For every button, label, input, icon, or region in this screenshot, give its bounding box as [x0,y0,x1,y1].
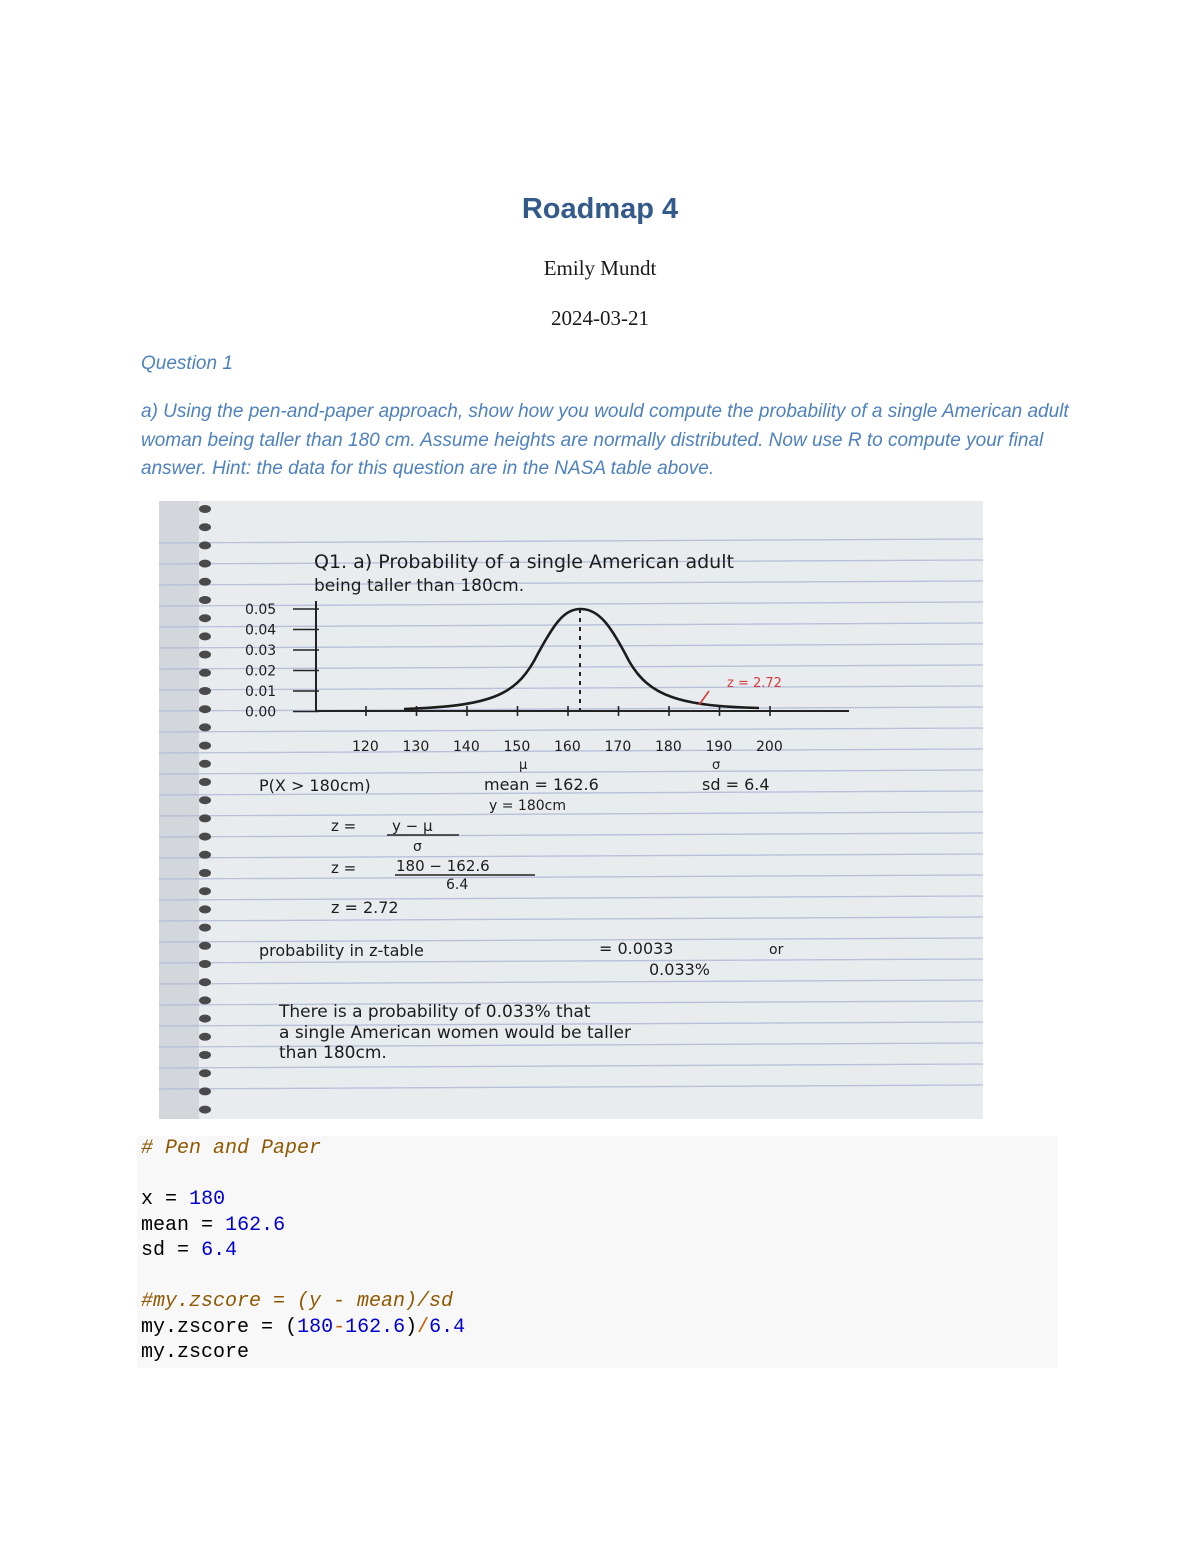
x-tick-label: 200 [756,739,783,755]
z-result: z = 2.72 [331,898,399,917]
x-tick-label: 150 [503,739,531,755]
spiral-ring [199,669,211,677]
mu-symbol: μ [519,758,528,773]
z-substitution-left: z = [331,859,357,877]
code-comment-zscore: #my.zscore = (y - mean)/sd [141,1290,454,1313]
probability-value: = 0.0033 [599,939,674,958]
spiral-ring [199,796,211,804]
x-tick-label: 140 [453,739,480,755]
mean-expression: mean = 162.6 [484,775,599,794]
code-line-zscore: my.zscore = (180-162.6)/6.4 [141,1315,466,1339]
notes-title-line-1: Q1. a) Probability of a single American adult [314,551,734,573]
conclusion-line-1: There is a probability of 0.033% that [279,1002,591,1022]
probability-label: probability in z-table [259,941,424,960]
spiral-ring [199,687,211,695]
spiral-ring [199,778,211,786]
x-tick-label: 180 [655,739,682,755]
conclusion-line-2: a single American women would be taller [279,1023,631,1043]
spiral-ring [199,1087,211,1095]
probability-or: or [769,942,784,958]
y-tick-label: 0.03 [245,643,277,659]
spiral-ring [199,833,211,841]
spiral-ring [199,942,211,950]
document-date: 2024-03-21 [551,306,649,330]
spiral-ring [199,596,211,604]
x-tick-label: 190 [705,739,733,755]
spiral-ring [199,905,211,913]
x-tick-label: 120 [352,739,379,755]
spiral-ring [199,1051,211,1059]
z-formula-left: z = [331,817,357,835]
spiral-ring [199,814,211,822]
y-tick-label: 0.05 [245,602,277,618]
px-expression: P(X > 180cm) [259,776,371,795]
notes-title-line-2: being taller than 180cm. [314,576,525,596]
spiral-ring [199,851,211,859]
spiral-ring [199,760,211,768]
z-substitution-denominator: 6.4 [446,877,469,893]
y-tick-label: 0.04 [245,622,277,639]
spiral-ring [199,1015,211,1023]
question-heading: Question 1 [141,353,233,374]
author: Emily Mundt [543,256,657,280]
conclusion-line-3: than 180cm. [279,1043,387,1063]
spiral-ring [199,742,211,750]
spiral-ring [199,723,211,731]
spiral-ring [199,978,211,986]
spiral-ring [199,632,211,640]
y-tick-label: 0.00 [245,704,277,721]
spiral-ring [199,505,211,513]
spiral-ring [199,614,211,622]
y-tick-label: 0.02 [245,663,277,680]
z-substitution-numerator: 180 − 162.6 [396,857,490,875]
r-code-block [137,1136,1058,1368]
spiral-ring [199,1069,211,1077]
document-title: Roadmap 4 [521,193,679,225]
code-line-print: my.zscore [141,1341,250,1364]
x-tick-label: 130 [402,739,430,755]
spiral-ring [199,869,211,877]
z-marker-label: z = 2.72 [727,676,782,691]
spiral-ring [199,560,211,568]
spiral-ring [199,578,211,586]
spiral-ring [199,924,211,932]
spiral-ring [199,960,211,968]
code-line-mean: mean = 162.6 [141,1213,286,1237]
z-formula-denominator: σ [413,839,422,855]
code-comment: # Pen and Paper [141,1137,322,1160]
spiral-ring [199,523,211,531]
x-tick-label: 160 [554,739,581,755]
spiral-ring [199,1106,211,1114]
spiral-ring [199,1033,211,1041]
z-formula-numerator: y − μ [392,817,433,835]
code-line-x: x = 180 [141,1188,226,1211]
sd-expression: sd = 6.4 [702,775,770,794]
spiral-ring [199,996,211,1004]
code-line-sd: sd = 6.4 [141,1239,238,1262]
question-text: a) Using the pen-and-paper approach, show how you would compute the probability of a single American adult woman being taller than 180 cm. Assume heights are normally distributed. Now use R to compute your final answer. Hint: the data for this question are in the NASA table above. [141,401,1069,479]
y-tick-label: 0.01 [245,684,277,700]
spiral-ring [199,705,211,713]
spiral-ring [199,887,211,895]
spiral-ring [199,541,211,549]
sigma-symbol: σ [712,758,721,773]
handwritten-notes-photo [159,501,983,1119]
probability-percent: 0.033% [649,960,711,979]
spiral-ring [199,651,211,659]
y-expression: y = 180cm [489,798,566,814]
x-tick-label: 170 [604,739,632,755]
